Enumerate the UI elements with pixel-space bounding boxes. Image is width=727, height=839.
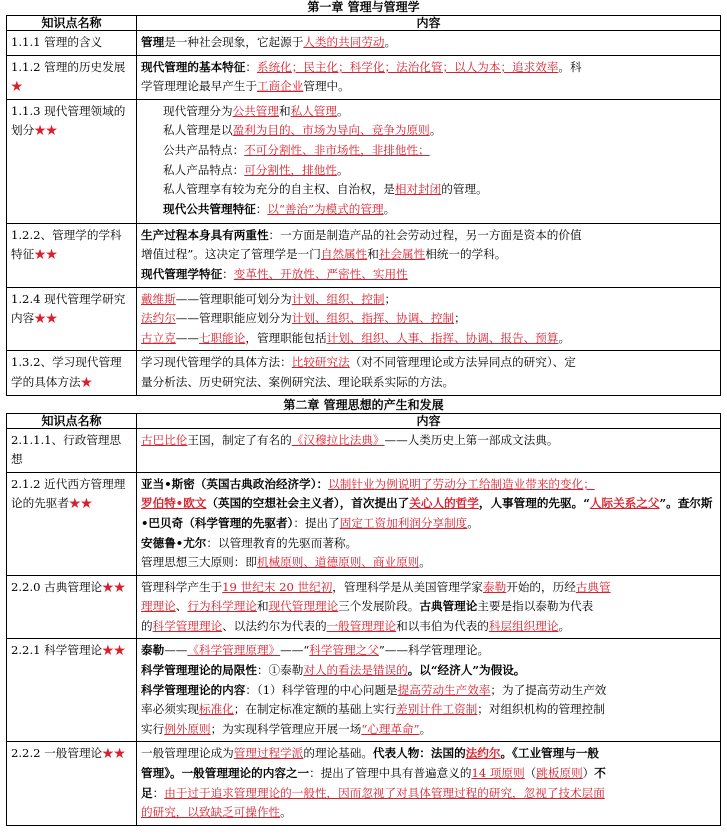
text-segment: 公共产品特点： — [163, 142, 245, 157]
text-segment: 提高劳动生产效率 — [397, 682, 491, 697]
star-rating: ★★ — [102, 579, 126, 594]
text-segment: 自然属性 — [320, 247, 368, 262]
star-rating: ★★ — [102, 746, 126, 761]
text-segment: ：一方面是制造产品的社会劳动过程，另一方面是资本的价值 — [268, 227, 582, 242]
text-segment: ”。查尔斯•巴贝奇（科学管理的先驱者） — [141, 496, 713, 530]
text-segment: 《科学管理原理》 — [187, 643, 281, 658]
text-segment: 比较研究法 — [291, 355, 350, 370]
text-segment: ：提出了管理中具有普遍意义的 — [309, 766, 472, 781]
text-segment: 。 — [336, 162, 349, 177]
text-segment: 私人管理享有较为充分的自主权、自治权，是 — [163, 182, 395, 197]
text-segment: —— — [164, 643, 188, 658]
text-segment: ：①泰勒 — [256, 663, 304, 678]
topic-cell — [7, 55, 137, 99]
text-line — [141, 102, 716, 122]
text-segment: ： — [255, 201, 268, 216]
star-rating: ★★ — [102, 643, 126, 658]
text-segment: 实行 — [141, 721, 165, 736]
text-segment: 生产过程本身具有两重性 — [141, 227, 269, 242]
text-segment: 盈利为目的、市场为导向、竞争为原则 — [232, 123, 430, 138]
text-segment: 。 — [419, 721, 432, 736]
text-segment: 足 — [141, 785, 153, 800]
topic-cell — [7, 99, 137, 223]
text-segment: ： — [222, 266, 234, 281]
text-segment: 三个发展阶段。 — [338, 599, 420, 614]
table-row — [7, 287, 721, 351]
table-row — [7, 428, 721, 472]
text-segment: 1.1.3 现代管理领域的划分 — [11, 103, 126, 138]
header-content: 内容 — [137, 413, 721, 428]
text-segment: 差别计件工资制 — [396, 702, 478, 717]
text-segment: 法约尔 — [465, 746, 501, 761]
text-segment: 和 — [367, 247, 379, 262]
text-segment: 罗伯特•欧文 — [141, 496, 207, 511]
text-segment: 公共管理 — [232, 103, 279, 118]
text-segment: 2.1.1.1、行政管理思想 — [11, 432, 122, 467]
text-segment: 。 — [419, 555, 431, 570]
text-segment: （ — [524, 766, 537, 781]
text-segment: 开始的，历经 — [506, 579, 576, 594]
text-segment: 学习现代管理学的具体方法： — [141, 355, 292, 370]
text-segment: 学管理理论最早产生于 — [141, 79, 257, 94]
text-segment: 可分割性，排他性 — [244, 162, 337, 177]
text-segment: ；为了提高劳动生产效 — [490, 682, 607, 697]
text-segment: —— — [175, 330, 199, 345]
header-topic: 知识点名称 — [7, 413, 137, 428]
text-segment: 变革性、开放性、严密性、实用性 — [233, 266, 408, 281]
text-segment: ：以管理教育的先驱而著称。 — [206, 535, 358, 550]
text-segment: 不可分割性、非市场性，非排他性； — [244, 142, 430, 157]
text-segment: 。 — [336, 103, 349, 118]
text-segment: 管理》。一般管理理论的内容之一 — [141, 766, 310, 781]
text-segment: ： — [245, 59, 257, 74]
content-cell — [137, 223, 721, 287]
text-segment: 法约尔 — [141, 311, 176, 326]
text-segment: 人际关系之父 — [589, 496, 660, 511]
text-segment: 。 — [429, 123, 442, 138]
topic-cell — [7, 575, 137, 639]
text-line — [141, 121, 716, 141]
text-segment: ；在制定标准定额的基础上实行 — [233, 702, 397, 717]
text-segment: 。 — [280, 805, 292, 820]
text-segment: 不 — [594, 766, 606, 781]
text-segment: 古典管 — [575, 579, 611, 594]
header-topic: 知识点名称 — [7, 16, 137, 31]
text-segment: 一般管理理论成为 — [141, 746, 234, 761]
table-row — [7, 55, 721, 99]
text-segment: 管理科学产生于 — [141, 579, 223, 594]
text-segment: ：提出了 — [293, 515, 340, 530]
text-line — [141, 141, 716, 161]
text-segment: 管理思想三大原则：即 — [141, 555, 257, 570]
text-segment: 计划、组织、指挥、协调、控制 — [291, 311, 455, 326]
text-segment: 行为科学理论 — [187, 599, 257, 614]
table-row — [7, 575, 721, 639]
text-segment: 。 — [384, 35, 397, 49]
text-segment: 的管理。 — [441, 182, 488, 197]
content-cell — [137, 287, 721, 351]
text-segment: 固定工资加利润分享制度 — [339, 515, 468, 530]
star-rating: ★★ — [34, 311, 58, 326]
text-segment: 科学管理理论的内容 — [141, 682, 246, 697]
content-cell — [137, 742, 721, 825]
content-cell — [137, 31, 721, 56]
text-segment: 、以法约尔为代表的 — [222, 618, 327, 633]
text-segment: ； — [454, 311, 466, 326]
text-segment: ——人类历史上第一部成文法典。 — [384, 432, 559, 447]
star-rating: ★★ — [68, 496, 93, 511]
content-cell — [137, 351, 721, 395]
text-segment: 现代管理理论 — [268, 599, 339, 614]
text-segment: 一般管理理论 — [326, 618, 397, 633]
topic-cell — [7, 428, 137, 472]
topic-cell — [7, 31, 137, 56]
text-segment: 管理过程学派 — [233, 746, 304, 761]
text-segment: 私人管理是以 — [163, 123, 233, 138]
text-segment: 现代管理分为 — [163, 103, 233, 118]
text-segment: 对人的看法是错误的 — [303, 663, 408, 678]
text-segment: 工商企业 — [256, 79, 304, 94]
text-segment: 由于过于追求管理理论的一般性，因而忽视了对具体管理过程的研究，忽视了技术层面 — [164, 785, 605, 800]
text-segment: 管理 — [141, 35, 165, 49]
text-segment: 管理中。 — [303, 79, 350, 94]
text-segment: 。 — [558, 618, 571, 633]
text-segment: 王国，制定了有名的 — [187, 432, 292, 447]
text-segment: 科学管理之父 — [309, 643, 379, 658]
topic-cell — [7, 472, 137, 575]
text-segment: 和以韦伯为代表的 — [396, 618, 489, 633]
table-row — [7, 639, 721, 742]
text-segment: 跳板原则 — [536, 766, 583, 781]
text-segment: ，管理科学是从美国管理学家 — [332, 579, 484, 594]
text-segment: 亚当•斯密（英国古典政治经济学）： — [141, 476, 329, 491]
table-row — [7, 99, 721, 223]
text-segment: 泰勒 — [141, 643, 165, 658]
text-segment: （对不同管理理论或方法异同点的研究）、定 — [349, 355, 576, 370]
text-segment: 1.3.2、学习现代管理学的具体方法 — [11, 355, 122, 389]
text-segment: 1.2.4 现代管理学研究内容 — [11, 291, 126, 326]
text-segment: 。以“经济人”为假设。 — [407, 663, 526, 678]
table-row — [7, 31, 721, 56]
text-segment: 量分析法、历史研究法、案例研究法、理论联系实际的方法。 — [141, 374, 455, 389]
star-rating: ★★ — [34, 123, 58, 138]
text-segment: 例外原则 — [164, 721, 211, 736]
text-segment: 关心人的哲学 — [409, 496, 479, 511]
text-segment: 现代管理学特征 — [141, 266, 223, 281]
text-segment: 和 — [256, 599, 269, 614]
text-segment: 相统一的学科。 — [425, 247, 507, 262]
content-cell — [137, 55, 721, 99]
text-segment: 2.1.2 近代西方管理理论的先驱者 — [11, 476, 126, 511]
text-segment: ；对组织机构的管理控制 — [477, 702, 605, 717]
text-segment: 19 世纪末 20 世纪初 — [222, 579, 333, 594]
text-segment: ——管理职能可划分为 — [175, 291, 292, 306]
text-segment: 安德鲁•尤尔 — [141, 535, 207, 550]
content-cell — [137, 575, 721, 639]
table-row — [7, 472, 721, 575]
chapter-1-table — [6, 15, 721, 396]
text-segment: 2.2.0 古典管理论 — [11, 579, 103, 594]
text-segment: 。《工业管理与一般 — [500, 746, 600, 761]
text-segment: 的 — [141, 618, 153, 633]
text-segment: ，管理职能包括 — [245, 330, 327, 345]
text-segment: 机械原则、道德原则、商业原则 — [256, 555, 420, 570]
text-segment: 2.2.2 一般管理论 — [11, 746, 103, 761]
topic-cell — [7, 742, 137, 825]
star-rating: ★★ — [34, 247, 58, 262]
text-segment: 14 项原则 — [471, 766, 525, 781]
text-segment: 现代公共管理特征 — [163, 201, 256, 216]
header-content: 内容 — [137, 16, 721, 31]
text-segment: 。 — [467, 515, 479, 530]
text-segment: 人类的共同劳动 — [303, 35, 385, 49]
topic-cell — [7, 351, 137, 395]
text-segment: 科学管理理论的局限性 — [141, 663, 257, 678]
text-segment: 科层组织理论 — [488, 618, 559, 633]
content-cell — [137, 639, 721, 742]
text-segment: 增值过程”。这决定了管理学是一门 — [141, 247, 321, 262]
table-row — [7, 742, 721, 825]
text-segment: 1.2.2、管理学的学科特征 — [11, 227, 122, 262]
text-line — [141, 200, 716, 220]
text-segment: 理理论 — [141, 599, 176, 614]
text-segment: （英国的空想社会主义者），首次提出了 — [206, 496, 410, 511]
text-segment: ： — [152, 785, 165, 800]
chapter-1-title: 第一章 管理与管理学 — [307, 0, 420, 14]
text-segment: 1.1.2 管理的历史发展 — [11, 59, 126, 74]
chapter-2-title: 第二章 管理思想的产生和发展 — [283, 397, 444, 412]
text-segment: 、 — [175, 599, 188, 614]
topic-cell — [7, 639, 137, 742]
text-segment: “心理革命” — [361, 721, 420, 736]
text-segment: 和 — [278, 103, 291, 118]
text-segment: ，人事管理的先驱。“ — [478, 496, 590, 511]
star-rating: ★ — [11, 79, 23, 94]
text-segment: 泰勒 — [483, 579, 507, 594]
text-line — [141, 161, 716, 181]
text-segment: 古立克 — [141, 330, 176, 345]
text-segment: 古巴比伦 — [141, 432, 188, 447]
text-segment: 《汉穆拉比法典》 — [291, 432, 385, 447]
text-segment: 计划、组织、人事、指挥、协调、报告、预算 — [326, 330, 559, 345]
content-cell — [137, 428, 721, 472]
text-segment: 科学管理理论 — [152, 618, 223, 633]
text-segment: 以制针业为例说明了劳动分工给制造业带来的变化； — [328, 476, 595, 491]
text-segment: 私人管理 — [290, 103, 337, 118]
text-segment: 是一种社会现象，它起源于 — [164, 35, 304, 49]
text-segment: 标准化 — [198, 702, 234, 717]
table-header — [7, 16, 721, 31]
text-segment: 代表人物：法国的 — [372, 746, 466, 761]
text-line — [141, 180, 716, 200]
topic-cell — [7, 223, 137, 287]
text-segment: 2.2.1 科学管理论 — [11, 643, 103, 658]
text-segment: 。科 — [558, 59, 582, 74]
text-segment: 以“善治”为模式的管理 — [267, 201, 384, 216]
chapter-2-table — [6, 413, 721, 826]
text-segment: ； — [384, 291, 397, 306]
content-cell — [137, 99, 721, 223]
text-segment: 的研究，以致缺乏可操作性 — [141, 805, 281, 820]
text-segment: 。 — [558, 330, 571, 345]
text-segment: 戴维斯 — [141, 291, 176, 306]
text-segment: 计划、组织、控制 — [291, 291, 385, 306]
text-segment: 古典管理论 — [419, 599, 478, 614]
text-segment: 相对封闭 — [394, 182, 442, 197]
text-segment: ——管理职能应划分为 — [175, 311, 292, 326]
text-segment: ） — [582, 766, 595, 781]
text-segment: ——“ — [280, 643, 310, 658]
text-segment: 1.1.1 管理的含义 — [11, 35, 103, 49]
text-segment: 七职能论 — [198, 330, 246, 345]
text-segment: ；为实现科学管理应开展一场 — [210, 721, 362, 736]
text-segment: 主要是指以泰勒为代表 — [477, 599, 594, 614]
text-segment: ：（1）科学管理的中心问题是 — [245, 682, 398, 697]
text-segment: 私人产品特点： — [163, 162, 245, 177]
text-segment: 现代管理的基本特征 — [141, 59, 246, 74]
text-segment: 系统化；民主化；科学化；法治化管；以人为本；追求效率 — [256, 59, 559, 74]
text-segment: 社会属性 — [378, 247, 426, 262]
table-header — [7, 413, 721, 428]
table-row — [7, 223, 721, 287]
star-rating: ★ — [80, 374, 93, 389]
text-segment: ”——科学管理理论。 — [378, 643, 490, 658]
content-cell — [137, 472, 721, 575]
text-segment: 。 — [383, 201, 396, 216]
text-segment: 率必须实现 — [141, 702, 199, 717]
text-segment: 的理论基础。 — [303, 746, 373, 761]
table-row — [7, 351, 721, 395]
topic-cell — [7, 287, 137, 351]
